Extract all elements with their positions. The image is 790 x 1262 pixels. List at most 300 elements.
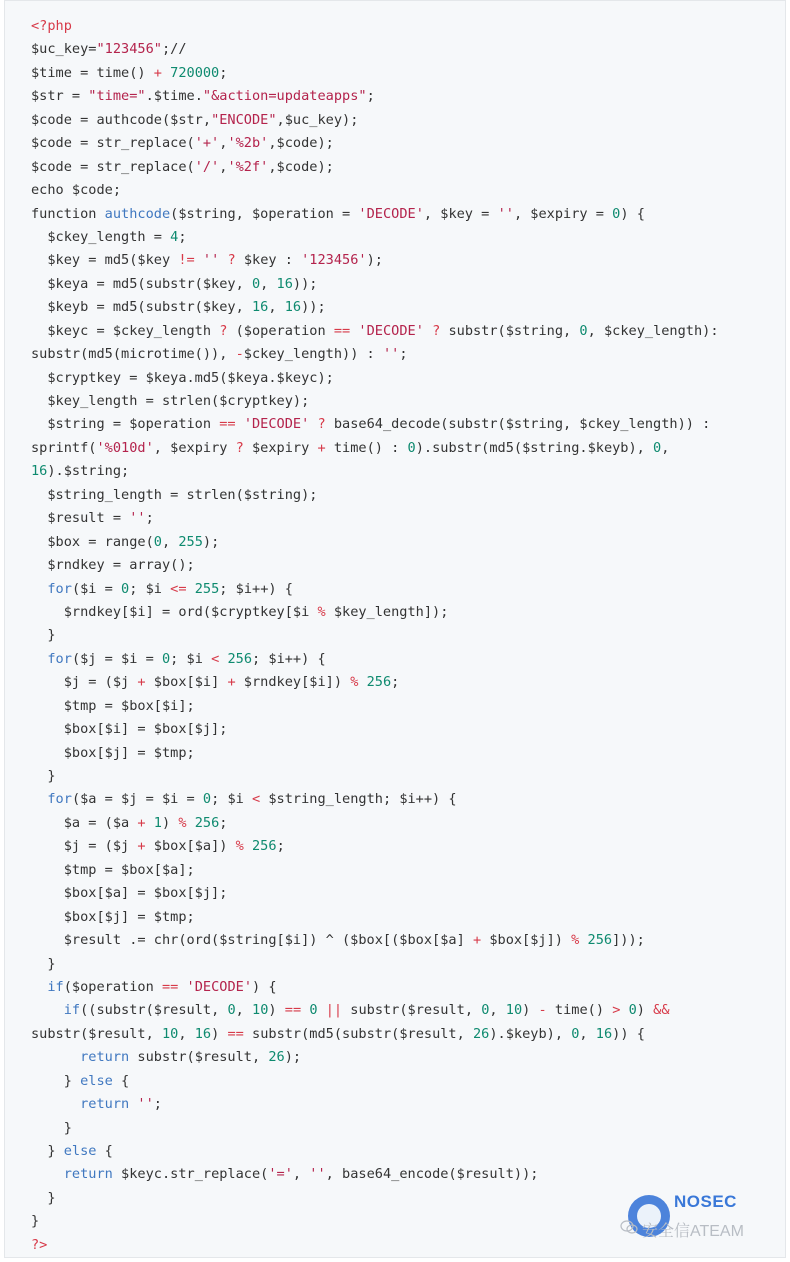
code-line	[31, 1046, 719, 1069]
code-token: $key :	[235, 252, 302, 269]
code-token: $box[$j] = $tmp;	[31, 908, 195, 925]
code-token: 16	[284, 299, 302, 316]
code-token: 255	[178, 533, 203, 550]
code-token	[318, 1002, 326, 1018]
code-token: ;	[399, 346, 408, 363]
code-line	[31, 531, 719, 554]
code-token: ==	[284, 1002, 302, 1019]
code-token: 0	[202, 791, 212, 808]
code-token: ,	[489, 1002, 506, 1019]
code-token: ));	[301, 299, 326, 316]
code-token: ,	[661, 439, 670, 456]
code-token	[31, 651, 47, 667]
code-token: ; $i	[170, 650, 212, 667]
code-line	[31, 859, 719, 882]
code-token: );	[202, 533, 220, 550]
code-token: 'DECODE'	[243, 416, 310, 433]
code-token: , base64_encode($result));	[325, 1166, 539, 1183]
code-token: ($operation	[227, 322, 334, 339]
code-token: 'DECODE'	[358, 322, 424, 339]
code-line	[31, 226, 719, 249]
code-token: 0	[481, 1002, 490, 1019]
code-token: ,$code);	[268, 158, 334, 175]
code-token: ) {	[620, 205, 645, 222]
code-line	[31, 1234, 719, 1257]
code-token: ).substr(md5($string.$keyb),	[415, 439, 654, 456]
code-line	[31, 109, 719, 132]
code-line	[31, 624, 719, 647]
code-token: ));	[292, 275, 318, 292]
code-token: ?	[432, 322, 441, 339]
code-token: )	[211, 1025, 228, 1042]
code-token: 0	[121, 580, 130, 597]
code-token: return	[80, 1049, 130, 1066]
code-line	[31, 601, 719, 624]
code-token: $tmp = $box[$i];	[31, 697, 195, 714]
code-line	[31, 85, 719, 108]
code-token: ,	[235, 1002, 253, 1019]
code-token: ((substr($result,	[80, 1002, 228, 1019]
code-line	[31, 976, 719, 999]
code-token: substr($result,	[342, 1002, 482, 1019]
code-line	[31, 671, 719, 694]
code-token	[236, 416, 244, 432]
code-token: 10	[505, 1002, 523, 1019]
code-line	[31, 765, 719, 788]
code-line	[31, 1210, 719, 1233]
code-token: 0	[628, 1002, 637, 1019]
code-token: !=	[178, 252, 195, 269]
code-token: ;	[145, 510, 154, 527]
code-line	[31, 38, 719, 61]
code-line	[31, 1117, 719, 1140]
code-token: 'DECODE'	[186, 978, 253, 995]
code-token: 255	[194, 580, 220, 597]
code-token: ==	[227, 1025, 244, 1042]
code-token: )	[268, 1002, 285, 1019]
code-token	[162, 65, 170, 81]
code-line	[31, 507, 719, 530]
code-token: ).$keyb),	[489, 1025, 572, 1042]
code-token: ($i =	[71, 580, 122, 597]
code-line	[31, 953, 719, 976]
code-token: $a = ($a	[31, 814, 138, 831]
code-token: $code = authcode($str,	[31, 111, 212, 128]
code-line	[31, 156, 719, 179]
code-token: $ckey_length =	[31, 228, 171, 245]
code-token	[187, 581, 195, 597]
code-token: -	[235, 346, 244, 363]
code-token: )	[161, 814, 179, 831]
code-token: )	[522, 1002, 539, 1019]
code-line	[31, 835, 719, 858]
code-line	[31, 484, 719, 507]
code-token: ;	[276, 838, 285, 855]
code-token: $j = ($j	[31, 674, 138, 691]
code-token: +	[137, 814, 146, 831]
code-token: );	[284, 1049, 302, 1066]
code-token: substr(md5(substr($result,	[243, 1025, 473, 1042]
code-line	[31, 1187, 719, 1210]
code-token: "ENCODE"	[211, 111, 277, 128]
code-line	[31, 648, 719, 671]
code-token	[31, 979, 47, 995]
watermark-brand: NOSEC	[674, 1192, 737, 1211]
code-line	[31, 390, 719, 413]
code-line	[31, 203, 719, 226]
code-token: return	[80, 1096, 130, 1113]
code-token: $j = ($j	[31, 838, 138, 855]
code-token: $box[$a])	[145, 838, 236, 855]
code-token: ; $i++) {	[252, 650, 326, 667]
code-token: 26	[472, 1025, 490, 1042]
code-token: ''	[202, 252, 220, 269]
code-token: $string = $operation	[31, 416, 220, 433]
code-token: authcode	[104, 205, 171, 222]
code-line	[31, 742, 719, 765]
code-token: '%010d'	[96, 439, 154, 456]
code-token: <=	[170, 580, 187, 597]
code-token: ;	[366, 88, 375, 105]
code-token: ,	[292, 1166, 310, 1183]
code-line	[31, 1093, 719, 1116]
code-token: %	[571, 932, 580, 949]
code-line	[31, 906, 719, 929]
code-token: $rndkey[$i])	[235, 674, 351, 691]
code-line	[31, 718, 719, 741]
code-line	[31, 296, 719, 319]
code-token: function	[31, 205, 105, 222]
code-token: 0	[653, 439, 662, 456]
code-token: ; $i	[211, 791, 252, 808]
code-token: $cryptkey = $keya.md5($keya.$keyc);	[31, 369, 334, 386]
code-token: }	[31, 1143, 64, 1159]
code-token: $box[$a] = $box[$j];	[31, 885, 228, 902]
code-token: %	[317, 603, 326, 620]
code-token: ;	[178, 228, 187, 245]
code-line	[31, 62, 719, 85]
code-line	[31, 1070, 719, 1093]
code-token: ;	[153, 1096, 162, 1113]
code-token: }	[31, 1189, 56, 1206]
code-token: "time="	[88, 88, 146, 105]
code-token: ==	[219, 416, 236, 433]
code-token: +	[153, 64, 162, 81]
code-line	[31, 179, 719, 202]
code-line	[31, 320, 719, 343]
code-token: 0	[227, 1002, 236, 1019]
code-token: $box[$i] = $box[$j];	[31, 721, 228, 738]
code-token: ,$uc_key);	[276, 111, 359, 128]
code-token: +	[227, 674, 236, 691]
code-token	[31, 1166, 64, 1182]
code-token	[146, 815, 154, 831]
code-token: base64_decode(substr($string, $ckey_length)) :	[325, 416, 711, 433]
code-token: $key = md5($key	[31, 252, 179, 269]
code-token: 1	[153, 814, 162, 831]
code-token	[31, 791, 47, 807]
code-token: $ckey_length)) :	[243, 346, 383, 363]
code-token: ''	[309, 1166, 326, 1183]
code-line	[31, 929, 719, 952]
code-token: 10	[161, 1025, 179, 1042]
code-token: '%2f'	[227, 158, 269, 175]
code-token: ?>	[31, 1236, 48, 1253]
code-token: <	[252, 791, 261, 808]
code-token: 16	[595, 1025, 613, 1042]
code-token: ($operation	[63, 978, 162, 995]
code-token: $code = str_replace(	[31, 135, 195, 152]
code-token	[358, 674, 366, 690]
code-line	[31, 882, 719, 905]
code-token: 0	[579, 322, 588, 339]
code-token: $rndkey[$i] = ord($cryptkey[$i	[31, 603, 318, 620]
code-token: ; $i	[129, 580, 171, 597]
code-token: ''	[137, 1096, 154, 1113]
code-token: ''	[497, 205, 514, 222]
code-token: $uc_key=	[31, 41, 97, 58]
code-line	[31, 554, 719, 577]
code-token: ?	[235, 439, 244, 456]
code-token	[31, 1049, 80, 1065]
code-token: $keyc.str_replace(	[112, 1166, 269, 1183]
code-token: '/'	[194, 158, 220, 175]
code-token: $keyc = $ckey_length	[31, 322, 220, 339]
code-token: %	[178, 814, 187, 831]
code-block	[4, 0, 786, 1258]
code-token: "123456"	[96, 41, 162, 58]
code-token: 4	[170, 228, 179, 245]
code-token: ,$code);	[268, 135, 334, 152]
code-token: <	[211, 650, 220, 667]
code-token: 256	[366, 674, 392, 691]
code-token: 0	[571, 1025, 580, 1042]
code-line	[31, 695, 719, 718]
code-token	[31, 581, 47, 597]
watermark	[620, 1190, 780, 1250]
code-token: $result =	[31, 510, 130, 527]
code-token: , $ckey_length):	[587, 322, 719, 339]
code-token: )) {	[612, 1025, 645, 1042]
code-token: 0	[407, 439, 416, 456]
code-token: ,	[268, 299, 285, 316]
code-token: $keyb = md5(substr($key,	[31, 299, 252, 316]
code-token: $string_length = strlen($string);	[31, 486, 318, 503]
code-token: -	[538, 1002, 547, 1019]
code-token: 16	[31, 463, 48, 480]
code-token: );	[366, 252, 383, 269]
code-token: }	[31, 1213, 40, 1230]
code-token: 256	[252, 838, 277, 855]
code-token: $key_length = strlen($cryptkey);	[31, 393, 310, 409]
code-token: +	[317, 439, 326, 456]
code-token: %	[350, 674, 359, 691]
code-line	[31, 812, 719, 835]
code-token: else	[80, 1072, 113, 1089]
code-token: ; $i++) {	[219, 580, 293, 597]
code-token: 16	[251, 299, 269, 316]
code-token: +	[472, 932, 482, 949]
code-token: 0	[309, 1002, 318, 1019]
code-line	[31, 578, 719, 601]
code-token: ==	[161, 978, 179, 995]
code-token: +	[137, 674, 146, 691]
code-line	[31, 460, 719, 483]
code-token: '='	[268, 1166, 293, 1183]
code-token: }	[31, 1072, 81, 1089]
code-token: +	[137, 838, 146, 855]
code-token: ).$string;	[47, 463, 130, 480]
watermark-subtitle: 安全信ATEAM	[642, 1223, 744, 1240]
code-token: ?	[317, 416, 326, 433]
code-token: ;	[391, 674, 400, 691]
code-token: $box[$j] = $tmp;	[31, 744, 195, 761]
code-token: ]));	[612, 932, 645, 949]
code-token: 10	[252, 1002, 269, 1019]
code-line	[31, 132, 719, 155]
code-token: if	[47, 978, 64, 995]
code-token: 0	[251, 275, 261, 292]
code-token: ||	[325, 1002, 343, 1019]
code-token: $box[$i]	[145, 674, 228, 691]
code-line	[31, 15, 719, 38]
code-token: substr($string,	[440, 322, 580, 339]
code-token: ;//	[161, 41, 187, 58]
code-token: &&	[653, 1002, 670, 1019]
code-token	[424, 323, 432, 339]
code-line	[31, 413, 719, 436]
code-line	[31, 999, 719, 1022]
code-token: ==	[333, 322, 351, 339]
code-token: for	[47, 791, 72, 808]
code-token: 16	[194, 1025, 212, 1042]
code-token: substr($result,	[31, 1025, 162, 1042]
code-token: "&action=updateapps"	[202, 88, 367, 105]
code-line	[31, 1023, 719, 1046]
code-token: $rndkey = array();	[31, 557, 195, 574]
php-code	[31, 15, 719, 1257]
code-token: 256	[227, 650, 253, 667]
code-token: <?php	[31, 18, 72, 34]
code-token: time()	[546, 1002, 613, 1019]
code-token	[31, 1002, 64, 1018]
code-token: , $expiry =	[513, 205, 613, 222]
code-token: if	[63, 1002, 81, 1019]
code-token: 720000	[170, 64, 220, 81]
code-token: )	[636, 1002, 654, 1019]
code-token: $string_length; $i++) {	[260, 791, 457, 808]
code-token: %	[235, 838, 244, 855]
code-token: '+'	[194, 135, 220, 152]
code-token: 0	[153, 533, 162, 550]
code-token: $time = time()	[31, 64, 154, 81]
code-token	[31, 1096, 80, 1112]
code-line	[31, 1140, 719, 1163]
code-token: $str =	[31, 88, 89, 105]
code-token: substr($result,	[129, 1049, 269, 1066]
code-token: ,	[260, 275, 277, 292]
code-token: ''	[129, 510, 146, 527]
code-line	[31, 343, 719, 366]
code-token: '%2b'	[227, 135, 269, 152]
code-token: }	[31, 1119, 72, 1136]
code-token: ,	[219, 158, 228, 175]
code-token	[244, 838, 252, 854]
code-token: ;	[219, 814, 228, 831]
code-token: echo $code;	[31, 182, 122, 199]
code-token: ;	[219, 64, 228, 81]
code-token: for	[47, 650, 72, 667]
code-token: '123456'	[301, 252, 367, 269]
code-line	[31, 273, 719, 296]
code-token: $code = str_replace(	[31, 158, 195, 175]
code-token: 16	[276, 275, 293, 292]
code-token: ($a = $j = $i =	[71, 791, 203, 808]
code-token: else	[63, 1143, 97, 1159]
code-token: $key_length]);	[325, 603, 449, 620]
code-token	[187, 815, 195, 831]
code-token: ) {	[252, 978, 277, 995]
code-token: ,	[579, 1025, 596, 1042]
code-token: >	[612, 1002, 621, 1019]
code-token: $result .= chr(ord($string[$i]) ^ ($box[($box[$a]	[31, 932, 473, 949]
code-token: , $key =	[423, 205, 498, 222]
code-token: {	[96, 1143, 113, 1159]
code-line	[31, 437, 719, 460]
code-token: ,	[161, 533, 179, 550]
code-token: return	[63, 1166, 113, 1183]
code-token: ?	[227, 252, 236, 269]
code-token: substr(md5(microtime()),	[31, 346, 236, 363]
code-token: 0	[612, 205, 621, 222]
code-token	[195, 252, 203, 268]
code-token: ,	[219, 135, 228, 152]
code-token: $box = range(	[31, 533, 154, 550]
code-token: 256	[194, 814, 220, 831]
code-token: ($j = $i =	[71, 650, 162, 667]
code-token: .$time.	[145, 88, 203, 105]
code-token: ?	[219, 322, 228, 339]
code-token: }	[31, 768, 56, 784]
code-line	[31, 1163, 719, 1186]
code-token: 256	[587, 932, 613, 949]
code-token	[579, 932, 587, 948]
code-token: {	[112, 1072, 130, 1089]
code-token: sprintf(	[31, 439, 97, 456]
code-token: $keya = md5(substr($key,	[31, 275, 252, 292]
code-token: $box[$j])	[481, 932, 572, 949]
wechat-icon	[620, 1220, 638, 1234]
code-token	[620, 1002, 628, 1018]
code-line	[31, 788, 719, 811]
code-token	[178, 979, 186, 995]
code-token: time() :	[325, 439, 408, 456]
code-line	[31, 249, 719, 272]
code-token: }	[31, 627, 56, 644]
code-token: , $expiry	[153, 439, 236, 456]
code-line	[31, 367, 719, 390]
code-token: ''	[382, 346, 400, 363]
code-token: 'DECODE'	[358, 205, 424, 222]
code-token: ,	[178, 1025, 195, 1042]
code-token: ($string, $operation =	[170, 205, 359, 222]
code-token: $tmp = $box[$a];	[31, 861, 195, 878]
code-token: }	[31, 955, 56, 972]
code-token: for	[47, 580, 72, 597]
code-token: 0	[161, 650, 171, 667]
code-token: $expiry	[243, 439, 318, 456]
code-token: 26	[268, 1049, 285, 1066]
